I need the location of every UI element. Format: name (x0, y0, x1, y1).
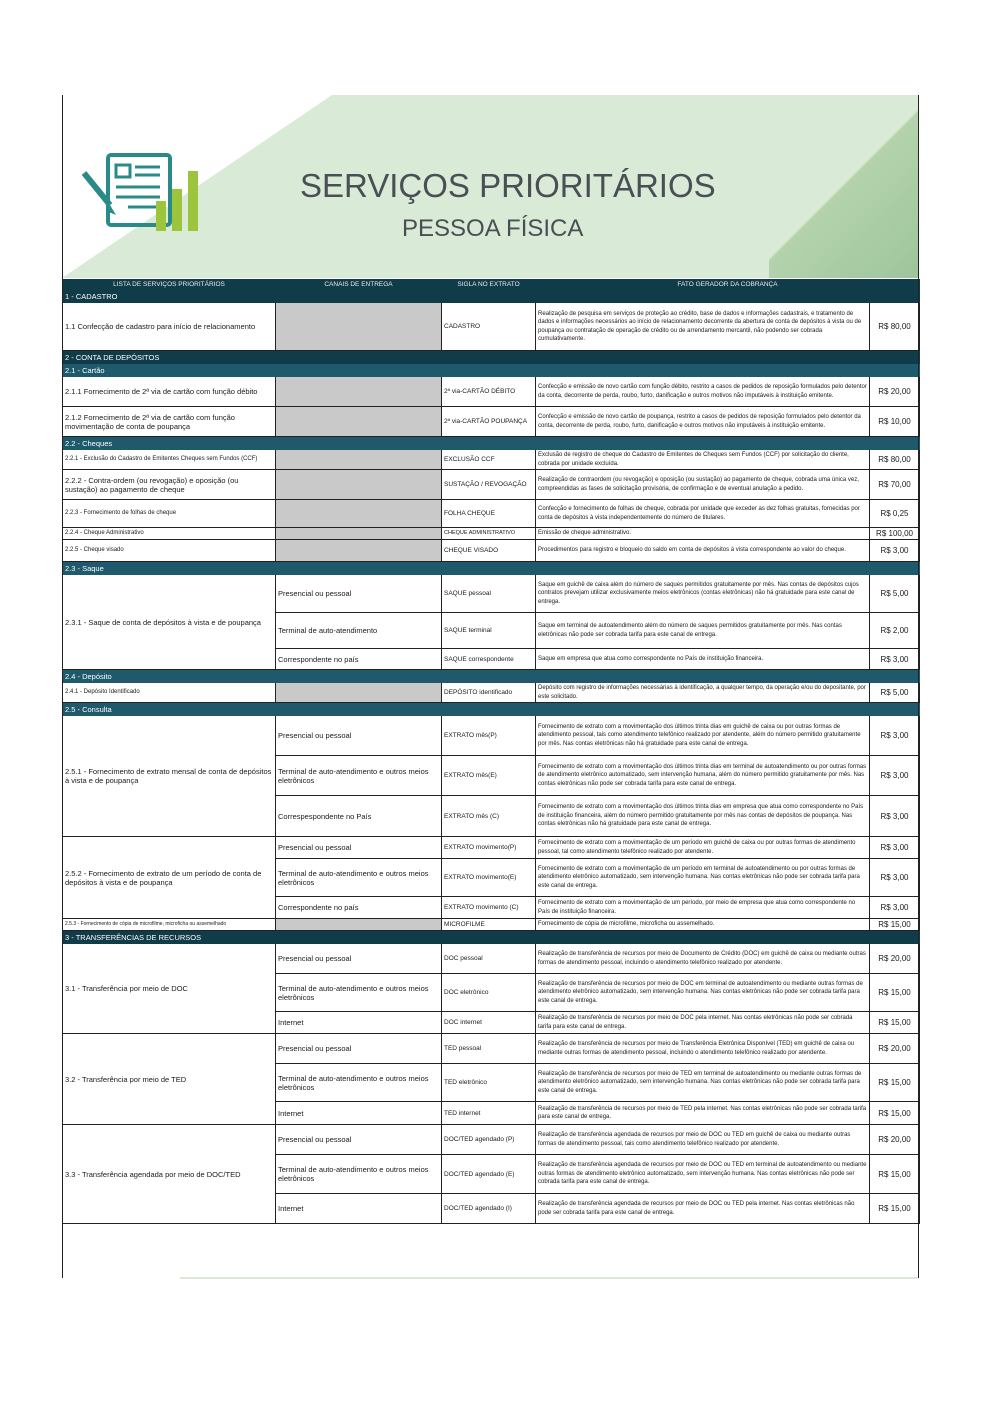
service-cell: 2.4.1 - Depósito Identificado (63, 683, 276, 703)
price-cell: R$ 5,00 (870, 575, 920, 613)
price-cell: R$ 2,00 (870, 613, 920, 649)
acronym-cell: DOC/TED agendado (P) (442, 1125, 536, 1155)
fact-cell: Realização de transferência de recursos por meio de Transferência Eletrônica Disponível (TED) em guichê de caixa ou mediante outras formas de atendimento pessoal, incluindo o atendimento telefônico realizado por atendente. (536, 1034, 870, 1064)
acronym-cell: FOLHA CHEQUE (442, 500, 536, 528)
channel-cell: Presencial ou pessoal (276, 716, 442, 756)
section-row (63, 931, 920, 944)
subsection-cartao: 2.1 - Cartão (63, 364, 920, 377)
page-subtitle: PESSOA FÍSICA (402, 215, 584, 242)
fact-cell: Realização de contraordem (ou revogação) e oposição (ou sustação) ao pagamento de cheque, cobrada uma única vez, compreendidas as fases de solicitação provisória, de confirmação e de eventual anulação a pedido. (536, 470, 870, 500)
services-table (62, 279, 920, 1224)
price-cell: R$ 15,00 (870, 974, 920, 1012)
table-row (63, 1125, 920, 1155)
channel-cell: Terminal de auto-atendimento e outros meios eletrônicos (276, 974, 442, 1012)
channel-cell: Internet (276, 1012, 442, 1034)
price-cell: R$ 3,00 (870, 756, 920, 796)
page-right-border (918, 95, 919, 1278)
table-row (63, 450, 920, 470)
fact-cell: Realização de transferência de recursos por meio de TED em terminal de autoatendimento ou mediante outras formas de atendimento eletrônico automatizado, sem intervenção humana. Nas contas eletrônicas não pode ser cobrada tarifa para este canal de entrega. (536, 1064, 870, 1102)
section-conta: 2 - CONTA DE DEPÓSITOS (63, 351, 920, 364)
channel-cell: Terminal de auto-atendimento e outros meios eletrônicos (276, 859, 442, 897)
table-row (63, 919, 920, 931)
channel-cell: Correspondente no país (276, 649, 442, 670)
acronym-cell: DOC pessoal (442, 944, 536, 974)
price-cell: R$ 70,00 (870, 470, 920, 500)
subsection-row (63, 703, 920, 716)
price-cell: R$ 3,00 (870, 796, 920, 837)
table-row (63, 1034, 920, 1064)
channel-cell: Presencial ou pessoal (276, 575, 442, 613)
service-cell: 2.2.5 - Cheque visado (63, 540, 276, 562)
service-cell: 2.5.1 - Fornecimento de extrato mensal de conta de depósitos à vista e de poupança (63, 716, 276, 837)
header-acronym: SIGLA NO EXTRATO (442, 280, 536, 290)
table-row (63, 500, 920, 528)
channel-cell: Correspondente no país (276, 897, 442, 919)
header-fact: FATO GERADOR DA COBRANÇA (536, 280, 920, 290)
channel-cell (276, 528, 442, 540)
fact-cell: Confecção e emissão de novo cartão com função débito, restrito a casos de pedidos de reposição formulados pelo detentor da conta, decorrente de perda, roubo, furto, danificação e outros motivos não imputáveis à instituição emitente. (536, 377, 870, 407)
channel-cell: Presencial ou pessoal (276, 837, 442, 859)
price-cell: R$ 20,00 (870, 1034, 920, 1064)
table-row (63, 540, 920, 562)
table-row (63, 303, 920, 351)
service-cell: 3.3 - Transferência agendada por meio de DOC/TED (63, 1125, 276, 1224)
header-banner (62, 95, 919, 278)
fact-cell: Realização de transferência agendada de recursos por meio de DOC ou TED em guichê de caixa ou mediante outras formas de atendimento pessoal, tais como atendimento telefônico realizado por atendente. (536, 1125, 870, 1155)
fact-cell: Realização de transferência de recursos por meio de TED pela internet. Nas contas eletrônicas não pode ser cobrada tarifa para este canal de entrega. (536, 1102, 870, 1125)
section-row (63, 290, 920, 303)
acronym-cell: SAQUE terminal (442, 613, 536, 649)
channel-cell: Internet (276, 1194, 442, 1224)
subsection-row (63, 562, 920, 575)
page-left-border (62, 95, 63, 1278)
acronym-cell: CADASTRO (442, 303, 536, 351)
price-cell: R$ 15,00 (870, 1064, 920, 1102)
channel-cell (276, 407, 442, 437)
fact-cell: Confecção e fornecimento de folhas de cheque, cobrada por unidade que exceder as dez folhas gratuitas, fornecidas por conta de depósitos à vista independentemente do número de titulares. (536, 500, 870, 528)
subsection-row (63, 670, 920, 683)
channel-cell: Terminal de auto-atendimento (276, 613, 442, 649)
channel-cell (276, 683, 442, 703)
acronym-cell: EXTRATO movimento (C) (442, 897, 536, 919)
section-cadastro: 1 - CADASTRO (63, 290, 920, 303)
acronym-cell: CHEQUE VISADO (442, 540, 536, 562)
service-cell: 2.2.4 - Cheque Administrativo (63, 528, 276, 540)
channel-cell: Terminal de auto-atendimento e outros meios eletrônicos (276, 1155, 442, 1194)
channel-cell (276, 303, 442, 351)
fact-cell: Realização de pesquisa em serviços de proteção ao crédito, base de dados e informações cadastrais, e tratamento de dados e informações necessários ao início de relacionamento decorrente da abertura de conta de depósitos à vista ou de poupança ou contratação de operação de crédito ou de arrendamento mercantil, não podendo ser cobrada cumulativamente. (536, 303, 870, 351)
fact-cell: Depósito com registro de informações necessárias à identificação, a qualquer tempo, da operação e/ou do depositante, por este solicitado. (536, 683, 870, 703)
acronym-cell: DEPÓSITO identificado (442, 683, 536, 703)
page-bottom-line (180, 1277, 918, 1279)
subsection-row (63, 364, 920, 377)
fact-cell: Emissão de cheque administrativo. (536, 528, 870, 540)
price-cell: R$ 15,00 (870, 1012, 920, 1034)
price-cell: R$ 15,00 (870, 919, 920, 931)
subsection-saque: 2.3 - Saque (63, 562, 920, 575)
header-services: LISTA DE SERVIÇOS PRIORITÁRIOS (63, 280, 276, 290)
fact-cell: Procedimentos para registro e bloqueio do saldo em conta de depósitos à vista correspondente ao valor do cheque. (536, 540, 870, 562)
price-cell: R$ 3,00 (870, 837, 920, 859)
channel-cell: Presencial ou pessoal (276, 944, 442, 974)
table-row (63, 716, 920, 756)
service-cell: 2.1.1 Fornecimento de 2ª via de cartão com função débito (63, 377, 276, 407)
section-row (63, 351, 920, 364)
service-cell: 2.2.2 - Contra-ordem (ou revogação) e oposição (ou sustação) ao pagamento de cheque (63, 470, 276, 500)
service-cell: 2.5.2 - Fornecimento de extrato de um período de conta de depósitos à vista e de poupança (63, 837, 276, 919)
service-cell: 2.5.3 - Fornecimento de cópia de microfilme, microficha ou assemelhado (63, 919, 276, 931)
price-cell: R$ 80,00 (870, 450, 920, 470)
acronym-cell: SUSTAÇÃO / REVOGAÇÃO (442, 470, 536, 500)
banner-pattern (769, 95, 919, 278)
price-cell: R$ 3,00 (870, 649, 920, 670)
price-cell: R$ 15,00 (870, 1102, 920, 1125)
channel-cell (276, 540, 442, 562)
acronym-cell: TED pessoal (442, 1034, 536, 1064)
fact-cell: Saque em empresa que atua como correspondente no País de instituição financeira. (536, 649, 870, 670)
table-row (63, 528, 920, 540)
acronym-cell: EXTRATO movimento(E) (442, 859, 536, 897)
acronym-cell: DOC/TED agendado (E) (442, 1155, 536, 1194)
fact-cell: Fornecimento de extrato com a movimentação dos últimos trinta dias em empresa que atua como correspondente no País de instituição financeira, além do número permitido gratuitamente por mês nas contas de depósitos de poupança. Nas contas eletrônicas não há gratuidade para este canal de entrega. (536, 796, 870, 837)
acronym-cell: 2ª via-CARTÃO DÉBITO (442, 377, 536, 407)
service-cell: 3.1 - Transferência por meio de DOC (63, 944, 276, 1034)
service-cell: 3.2 - Transferência por meio de TED (63, 1034, 276, 1125)
fact-cell: Realização de transferência agendada de recursos por meio de DOC ou TED em terminal de autoatendimento ou mediante outras formas de atendimento eletrônico automatizado, sem intervenção humana. Nas contas eletrônicas não pode ser cobrada tarifa para este canal de entrega. (536, 1155, 870, 1194)
fact-cell: Realização de transferência agendada de recursos por meio de DOC ou TED pela internet. Nas contas eletrônicas não pode ser cobrada tarifa para este canal de entrega. (536, 1194, 870, 1224)
price-cell: R$ 20,00 (870, 377, 920, 407)
table-row (63, 837, 920, 859)
page-title: SERVIÇOS PRIORITÁRIOS (300, 167, 716, 204)
acronym-cell: DOC internet (442, 1012, 536, 1034)
price-cell: R$ 80,00 (870, 303, 920, 351)
section-transferencias: 3 - TRANSFERÊNCIAS DE RECURSOS (63, 931, 920, 944)
fact-cell: Saque em guichê de caixa além do número de saques permitidos gratuitamente por mês. Nas contas de depósitos cujos contratos prevejam utilizar exclusivamente meios eletrônicos (contas eletrônicas) não há gratuidade para este canal de entrega. (536, 575, 870, 613)
price-cell: R$ 5,00 (870, 683, 920, 703)
fact-cell: Fornecimento de extrato com a movimentação dos últimos trinta dias em terminal de autoatendimento ou por outras formas de atendimento eletrônico automatizado, sem intervenção humana, além do número permitido gratuitamente por mês. Nas contas eletrônicas não pode ser cobrada tarifa para este canal de entrega. (536, 756, 870, 796)
price-cell: R$ 3,00 (870, 540, 920, 562)
fact-cell: Fornecimento de extrato com a movimentação de um período em terminal de autoatendimento ou por outras formas de atendimento eletrônico automatizado, sem intervenção humana. Nas contas eletrônicas não pode ser cobrada tarifa para este canal de entrega. (536, 859, 870, 897)
table-row (63, 407, 920, 437)
acronym-cell: SAQUE pessoal (442, 575, 536, 613)
acronym-cell: TED internet (442, 1102, 536, 1125)
price-cell: R$ 3,00 (870, 897, 920, 919)
acronym-cell: MICROFILME (442, 919, 536, 931)
subsection-consulta: 2.5 - Consulta (63, 703, 920, 716)
table-row (63, 470, 920, 500)
price-cell: R$ 10,00 (870, 407, 920, 437)
acronym-cell: SAQUE correspondente (442, 649, 536, 670)
acronym-cell: TED eletrônico (442, 1064, 536, 1102)
table-row (63, 683, 920, 703)
price-cell: R$ 15,00 (870, 1194, 920, 1224)
table-row (63, 944, 920, 974)
price-cell: R$ 3,00 (870, 859, 920, 897)
price-cell: R$ 3,00 (870, 716, 920, 756)
service-cell: 2.2.3 - Fornecimento de folhas de cheque (63, 500, 276, 528)
table-row (63, 575, 920, 613)
fact-cell: Fornecimento de extrato com a movimentação dos últimos trinta dias em guichê de caixa ou por outras formas de atendimento pessoal, tais como atendimento telefônico realizado por atendente, além do número permitido gratuitamente por mês. Nas contas eletrônicas não há gratuidade para este canal de entrega. (536, 716, 870, 756)
fact-cell: Saque em terminal de autoatendimento além do número de saques permitidos gratuitamente por mês. Nas contas eletrônicas não pode ser cobrada tarifa para este canal de entrega. (536, 613, 870, 649)
fact-cell: Confecção e emissão de novo cartão de poupança, restrito a casos de pedidos de reposição formulados pelo detentor da conta, decorrente de perda, roubo, furto, danificação e outros motivos não imputáveis à instituição emitente. (536, 407, 870, 437)
service-cell: 2.3.1 - Saque de conta de depósitos à vista e de poupança (63, 575, 276, 670)
price-cell: R$ 15,00 (870, 1155, 920, 1194)
acronym-cell: DOC/TED agendado (I) (442, 1194, 536, 1224)
channel-cell (276, 500, 442, 528)
fact-cell: Realização de transferência de recursos por meio de DOC pela internet. Nas contas eletrônicas não pode ser cobrada tarifa para este canal de entrega. (536, 1012, 870, 1034)
channel-cell: Presencial ou pessoal (276, 1034, 442, 1064)
service-cell: 2.1.2 Fornecimento de 2ª via de cartão com função movimentação de conta de poupança (63, 407, 276, 437)
channel-cell: Terminal de auto-atendimento e outros meios eletrônicos (276, 1064, 442, 1102)
acronym-cell: 2ª via-CARTÃO POUPANÇA (442, 407, 536, 437)
channel-cell: Correspespondente no País (276, 796, 442, 837)
acronym-cell: EXTRATO movimento(P) (442, 837, 536, 859)
price-cell: R$ 20,00 (870, 944, 920, 974)
fact-cell: Fornecimento de extrato com a movimentação de um período, por meio de empresa que atua como correspondente no País de instituição financeira. (536, 897, 870, 919)
service-cell: 2.2.1 - Exclusão do Cadastro de Emitentes Cheques sem Fundos (CCF) (63, 450, 276, 470)
subsection-cheques: 2.2 - Cheques (63, 437, 920, 450)
acronym-cell: EXCLUSÃO CCF (442, 450, 536, 470)
table-header-row (63, 280, 920, 290)
channel-cell (276, 377, 442, 407)
channel-cell: Internet (276, 1102, 442, 1125)
channel-cell: Terminal de auto-atendimento e outros meios eletrônicos (276, 756, 442, 796)
acronym-cell: EXTRATO mês(E) (442, 756, 536, 796)
channel-cell (276, 470, 442, 500)
acronym-cell: EXTRATO mês (C) (442, 796, 536, 837)
fact-cell: Exclusão de registro de cheque do Cadastro de Emitentes de Cheques sem Fundos (CCF) por solicitação do cliente, cobrada por unidade excluída. (536, 450, 870, 470)
document-chart-icon (80, 153, 210, 238)
fact-cell: Fornecimento de extrato com a movimentação de um período em guichê de caixa ou por outras formas de atendimento pessoal, tal como atendimento telefônico realizado por atendente. (536, 837, 870, 859)
subsection-deposito: 2.4 - Depósito (63, 670, 920, 683)
fact-cell: Realização de transferência de recursos por meio de DOC em terminal de autoatendimento ou mediante outras formas de atendimento eletrônico automatizado, sem intervenção humana. Nas contas eletrônicas não pode ser cobrada tarifa para este canal de entrega. (536, 974, 870, 1012)
acronym-cell: EXTRATO mês(P) (442, 716, 536, 756)
price-cell: R$ 100,00 (870, 528, 920, 540)
header-channels: CANAIS DE ENTREGA (276, 280, 442, 290)
price-cell: R$ 0,25 (870, 500, 920, 528)
table-row (63, 377, 920, 407)
fact-cell: Realização de transferência de recursos por meio de Documento de Crédito (DOC) em guichê de caixa ou mediante outras formas de atendimento pessoal, incluindo o atendimento telefônico realizado por atendente. (536, 944, 870, 974)
service-cell: 1.1 Confecção de cadastro para início de relacionamento (63, 303, 276, 351)
channel-cell (276, 450, 442, 470)
acronym-cell: DOC eletrônico (442, 974, 536, 1012)
price-cell: R$ 20,00 (870, 1125, 920, 1155)
channel-cell: Presencial ou pessoal (276, 1125, 442, 1155)
fact-cell: Fornecimento de cópia de microfilme, microficha ou assemelhado. (536, 919, 870, 931)
subsection-row (63, 437, 920, 450)
channel-cell (276, 919, 442, 931)
acronym-cell: CHEQUE ADMINISTRATIVO (442, 528, 536, 540)
